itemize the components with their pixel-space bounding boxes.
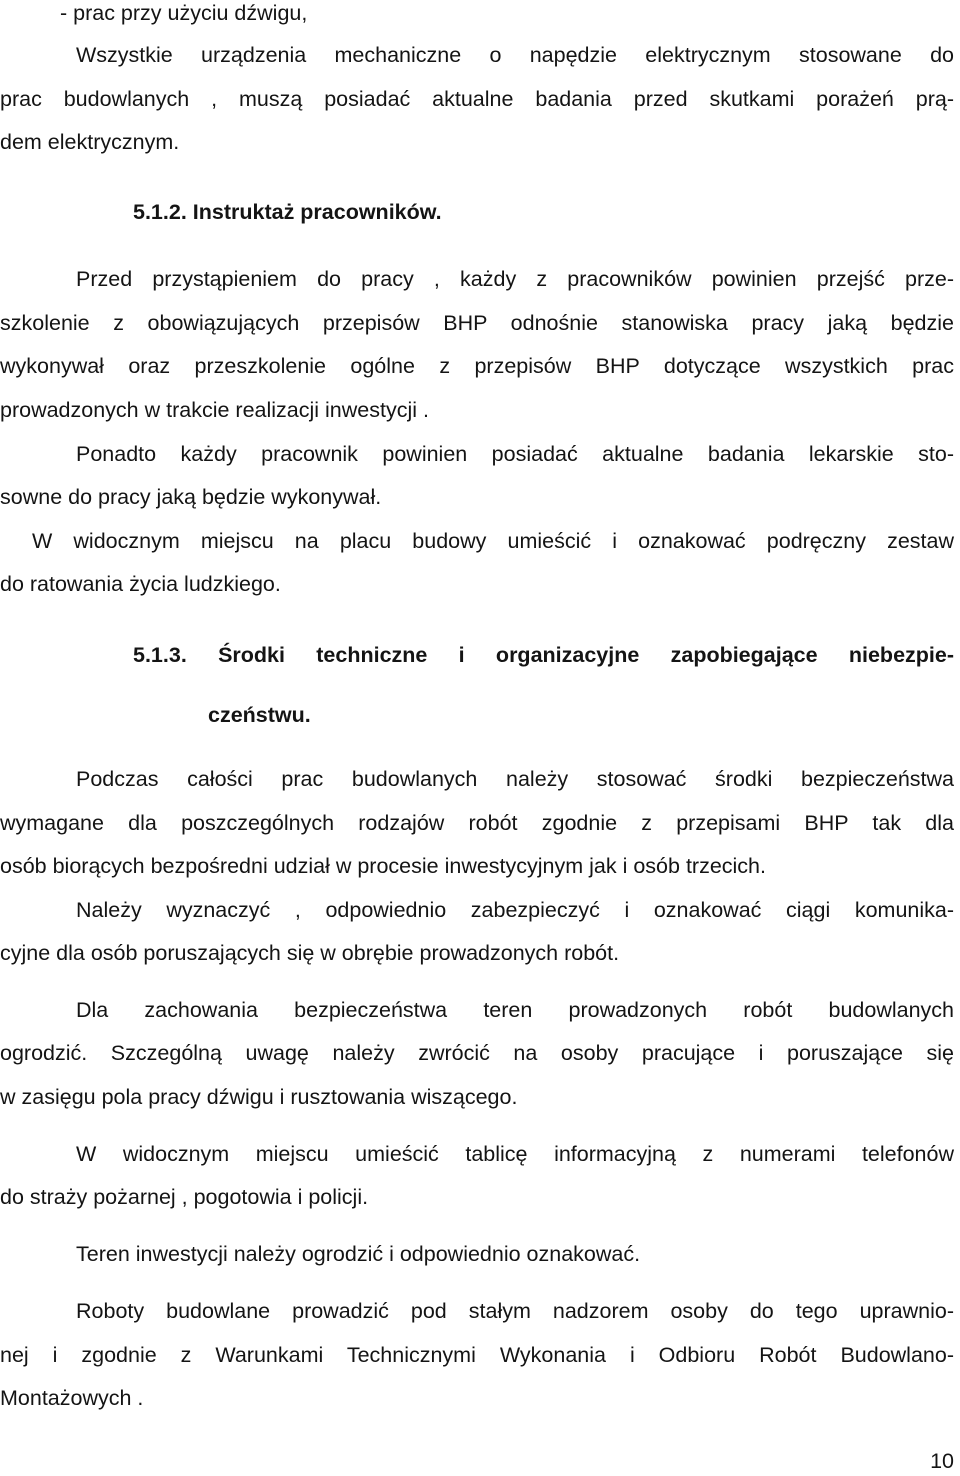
text-line: wymagane dla poszczególnych rodzajów robót zgodnie z przepisami BHP tak dla	[0, 811, 954, 835]
text-line: prac budowlanych , muszą posiadać aktualne badania przed skutkami porażeń prą-	[0, 87, 954, 111]
bullet-item: - prac przy użyciu dźwigu,	[60, 1, 308, 25]
text-line: ogrodzić. Szczególną uwagę należy zwrócić na osoby pracujące i poruszające się	[0, 1041, 954, 1065]
text-line: W widocznym miejscu umieścić tablicę informacyjną z numerami telefonów	[76, 1142, 954, 1166]
text-line: Montażowych .	[0, 1386, 144, 1410]
section-heading: 5.1.3. Środki techniczne i organizacyjne zapobiegające niebezpie-	[133, 643, 954, 667]
text-line: prowadzonych w trakcie realizacji inwestycji .	[0, 398, 429, 422]
section-heading: 5.1.2. Instruktaż pracowników.	[133, 200, 442, 224]
text-line: Podczas całości prac budowlanych należy stosować środki bezpieczeństwa	[76, 767, 954, 791]
text-line: dem elektrycznym.	[0, 130, 180, 154]
text-line: Ponadto każdy pracownik powinien posiadać aktualne badania lekarskie sto-	[76, 442, 954, 466]
text-line: Teren inwestycji należy ogrodzić i odpowiednio oznakować.	[76, 1242, 641, 1266]
text-line: do straży pożarnej , pogotowia i policji.	[0, 1185, 369, 1209]
text-line: osób biorących bezpośredni udział w procesie inwestycyjnym jak i osób trzecich.	[0, 854, 766, 878]
text-line: w zasięgu pola pracy dźwigu i rusztowania wiszącego.	[0, 1085, 518, 1109]
text-line: Przed przystąpieniem do pracy , każdy z pracowników powinien przejść prze-	[76, 267, 954, 291]
text-line: do ratowania życia ludzkiego.	[0, 572, 281, 596]
text-line: cyjne dla osób poruszających się w obrębie prowadzonych robót.	[0, 941, 620, 965]
text-line: sowne do pracy jaką będzie wykonywał.	[0, 485, 382, 509]
page-number: 10	[930, 1449, 954, 1473]
text-line: Dla zachowania bezpieczeństwa teren prowadzonych robót budowlanych	[76, 998, 954, 1022]
text-line: Roboty budowlane prowadzić pod stałym nadzorem osoby do tego uprawnio-	[76, 1299, 954, 1323]
text-line: szkolenie z obowiązujących przepisów BHP odnośnie stanowiska pracy jaką będzie	[0, 311, 954, 335]
text-line: W widocznym miejscu na placu budowy umieścić i oznakować podręczny zestaw	[32, 529, 954, 553]
text-line: wykonywał oraz przeszkolenie ogólne z przepisów BHP dotyczące wszystkich prac	[0, 354, 954, 378]
section-heading-continuation: czeństwu.	[208, 703, 311, 727]
text-line: Należy wyznaczyć , odpowiednio zabezpieczyć i oznakować ciągi komunika-	[76, 898, 954, 922]
text-line: nej i zgodnie z Warunkami Technicznymi Wykonania i Odbioru Robót Budowlano-	[0, 1343, 954, 1367]
text-line: Wszystkie urządzenia mechaniczne o napędzie elektrycznym stosowane do	[76, 43, 954, 67]
